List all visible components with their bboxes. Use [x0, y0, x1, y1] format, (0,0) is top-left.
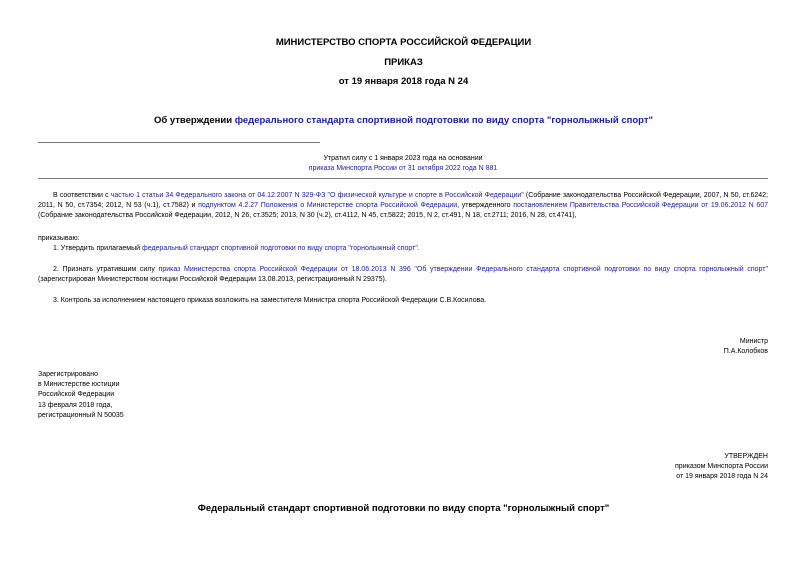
preamble-paragraph: [38, 191, 768, 222]
order-word: приказываю:: [38, 235, 80, 242]
page-title: [0, 115, 807, 126]
registration-line-1: Зарегистрировано: [38, 371, 98, 378]
doc-type-heading: ПРИКАЗ: [384, 57, 423, 68]
approval-block: [675, 452, 768, 483]
preamble-text-2: (Собрание законодательства Российской Федерации, 2007, N 50, ст.6242; 2011, N 50, ст.7354; 2012, N 53 (ч.1), ст.7582) и: [38, 192, 768, 210]
note-divider-bottom: [38, 178, 768, 179]
registration-line-5: регистрационный N 50035: [38, 411, 124, 419]
order-item-2: [38, 265, 768, 285]
registration-line-2: в Министерстве юстиции: [38, 381, 120, 389]
government-decree-link[interactable]: постановлением Правительства Российской Федерации от 19.06.2012 N 607: [513, 202, 769, 210]
preamble-text-4: (Собрание законодательства Российской Федерации, 2012, N 26, ст.3525; 2013, N 30 (ч.2), ст.4112, N 45, ст.5822; 2015, N 2, ст.491, N 18, ст.2711; 2016, N 28, ст.4741),: [38, 212, 577, 220]
registration-line-4: 13 февраля 2018 года,: [38, 401, 113, 409]
note-divider-top: [38, 142, 320, 143]
approval-line-2: приказом Минспорта России: [675, 463, 768, 471]
item1-text-2: .: [417, 245, 420, 252]
date-number-heading: от 19 января 2018 года N 24: [338, 76, 469, 87]
law-link[interactable]: частью 1 статьи 34 Федерального закона от 04.12.2007 N 329-ФЗ "О физической культуре и спорте в Российской Федерации": [110, 192, 524, 199]
title-prefix: Об утверждении: [153, 115, 235, 126]
approval-line-3: от 19 января 2018 года N 24: [676, 473, 768, 481]
order-item-1: [38, 244, 768, 254]
registration-line-3: Российской Федерации: [38, 391, 115, 399]
approval-line-1: УТВЕРЖДЕН: [724, 453, 768, 460]
repealed-order-link[interactable]: приказ Министерства спорта Российской Федерации от 18.06.2013 N 396 "Об утверждении Федерального стандарта спортивной подготовки по виду спорта горнолыжный спорт": [158, 266, 768, 273]
status-note: [38, 154, 768, 174]
ministry-heading: МИНИСТЕРСТВО СПОРТА РОССИЙСКОЙ ФЕДЕРАЦИИ: [275, 37, 532, 48]
status-note-text: Утратил силу с 1 января 2023 года на основании: [323, 155, 483, 162]
preamble-text-3: , утвержденного: [457, 202, 514, 210]
signature-block: [724, 337, 768, 357]
item2-text-2: (зарегистрирован Министерством юстиции Российской Федерации 13.08.2013, регистрационный N 29375).: [38, 276, 387, 284]
regulation-subclause-link[interactable]: подпунктом 4.2.27 Положения о Министерстве спорта Российской Федерации: [198, 202, 458, 210]
standard-link[interactable]: федеральный стандарт спортивной подготовки по виду спорта "горнолыжный спорт": [141, 245, 418, 252]
status-note-link[interactable]: приказа Минспорта России от 31 октября 2022 года N 881: [308, 165, 498, 172]
registration-block: [38, 370, 124, 421]
signature-role: Министр: [739, 338, 768, 345]
standard-title: Федеральный стандарт спортивной подготовки по виду спорта "горнолыжный спорт": [197, 503, 610, 514]
title-link[interactable]: федерального стандарта спортивной подготовки по виду спорта "горнолыжный спорт": [234, 115, 654, 126]
signature-name: П.А.Колобков: [723, 348, 768, 356]
order-item-3: 3. Контроль за исполнением настоящего приказа возложить на заместителя Министра спорта Российской Федерации С.В.Косилова.: [53, 297, 487, 304]
item2-text-1: 2. Признать утратившим силу: [53, 266, 159, 273]
item1-text-1: 1. Утвердить прилагаемый: [53, 245, 142, 252]
preamble-text-1: В соответствии с: [53, 192, 111, 199]
